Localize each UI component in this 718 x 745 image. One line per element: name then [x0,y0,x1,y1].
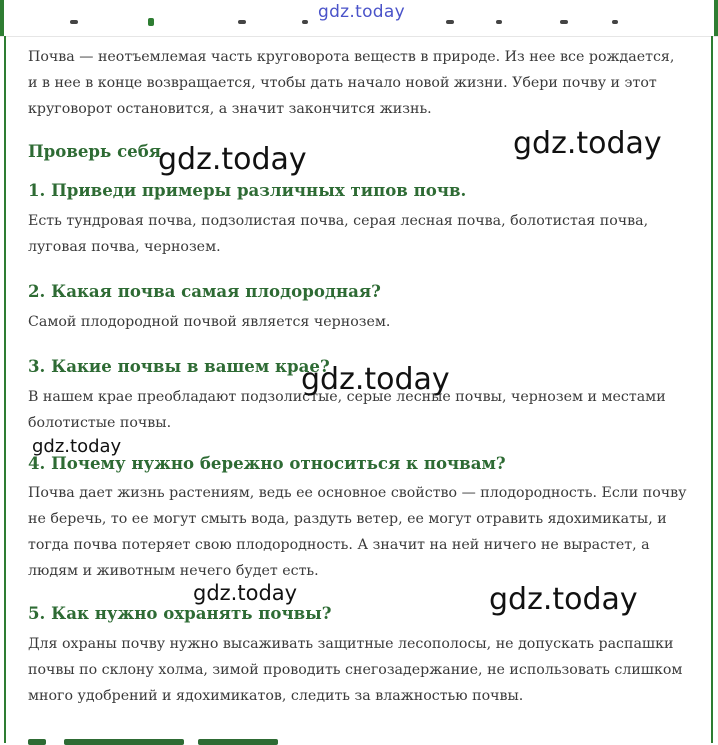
watermark: gdz.today [301,362,450,397]
answer-2: Самой плодородной почвой является чернозем. [28,314,391,330]
question-1-title: 1. Приведи примеры различных типов почв. [28,180,467,200]
next-heading-cut-off [28,735,288,745]
question-2-title: 2. Какая почва самая плодородная? [28,281,381,301]
header-edge-right [714,0,718,36]
watermark: gdz.today [489,582,638,617]
site-logo-link[interactable]: gdz.today [318,2,405,22]
nav-fragment [496,20,502,24]
watermark: gdz.today [158,142,307,177]
answer-4: Почва дает жизнь растениям, ведь ее основное свойство — плодородность. Если почву не беречь, то ее могут смыть вода, раздуть ветер, ее могут отравить ядохимикаты, и тогда почва потеряет свою плодородность. А значит на ней ничего не вырастет, а людям и животным нечего будет есть. [28,485,687,579]
nav-fragment [612,20,618,24]
watermark: gdz.today [32,436,122,457]
answer-3: В нашем крае преобладают подзолистые, серые лесные почвы, чернозем и местами болотистые почвы. [28,389,666,431]
heading-fragment [64,739,184,745]
nav-fragment [560,20,568,24]
question-4-title: 4. Почему нужно бережно относиться к почвам? [28,453,506,473]
header-edge-left [0,0,4,36]
article-body [28,40,688,709]
answer-1: Есть тундровая почва, подзолистая почва, серая лесная почва, болотистая почва, луговая почва, чернозем. [28,213,649,255]
watermark: gdz.today [513,126,662,161]
answer-5: Для охраны почву нужно высаживать защитные лесополосы, не допускать распашки почвы по склону холма, зимой проводить снегозадержание, не использовать слишком много удобрений и ядохимикатов, следить за влажностью почвы. [28,636,683,704]
nav-fragment [70,20,78,24]
site-header [0,0,718,37]
section-title: Проверь себя [28,141,162,161]
heading-fragment [28,739,46,745]
nav-fragment [302,20,308,24]
heading-fragment [198,739,278,745]
watermark: gdz.today [193,581,298,605]
question-3-title: 3. Какие почвы в вашем крае? [28,356,330,376]
nav-fragment [446,20,454,24]
question-5-title: 5. Как нужно охранять почвы? [28,603,332,623]
nav-fragment [238,20,246,24]
nav-fragment [148,18,154,26]
intro-paragraph: Почва — неотъемлемая часть круговорота веществ в природе. Из нее все рождается, и в нее в конце возвращается, чтобы дать начало новой жизни. Убери почву и этот круговорот остановится, а значит закончится жизнь. [28,49,675,117]
